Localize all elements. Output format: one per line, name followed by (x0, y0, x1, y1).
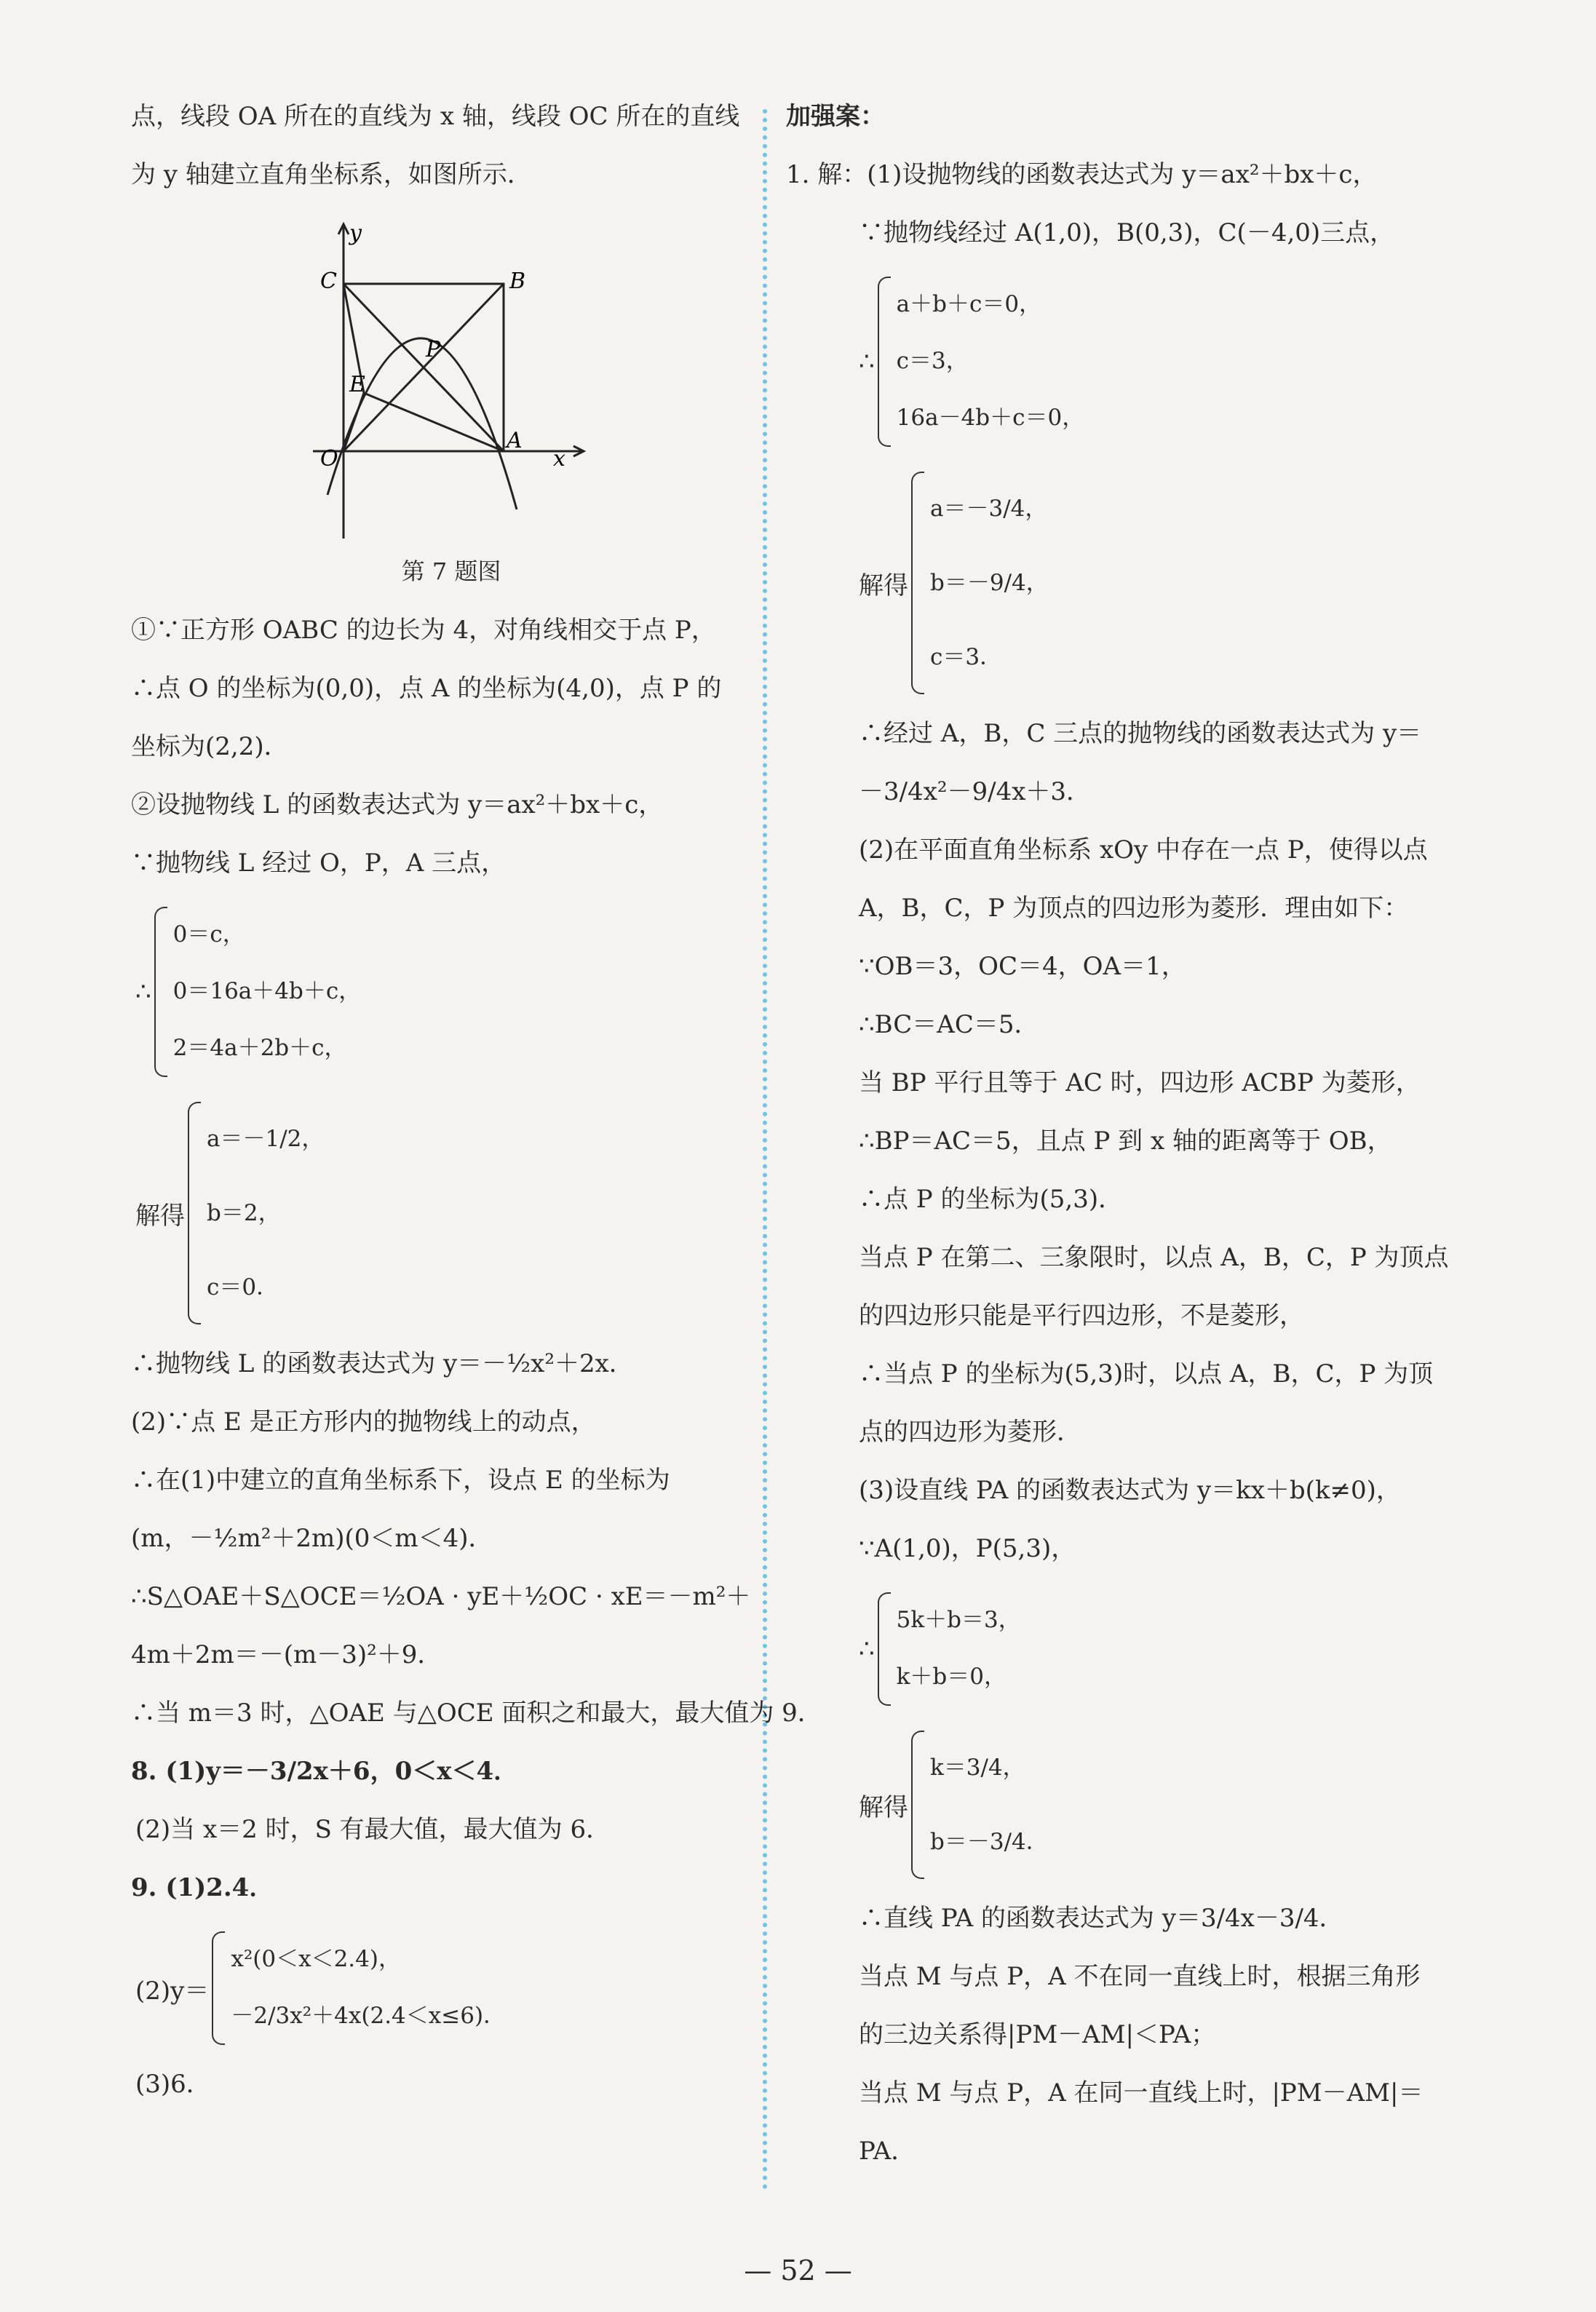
text-line: ∴BP＝AC＝5，且点 P 到 x 轴的距离等于 OB， (859, 1127, 1392, 1156)
page-number: — 52 — (744, 2255, 852, 2287)
brace (878, 277, 891, 447)
text-line: ∴抛物线 L 的函数表达式为 y＝－½x²＋2x． (131, 1349, 634, 1378)
text-line: ②设抛物线 L 的函数表达式为 y＝ax²＋bx＋c， (131, 790, 664, 819)
equation-row: k＋b＝0， (896, 1664, 1007, 1690)
point-O-label: O (320, 446, 338, 472)
figure-7 (298, 218, 604, 546)
text-line: 4m＋2m＝－(m－3)²＋9． (131, 1640, 442, 1669)
brace (188, 1102, 201, 1324)
text-line: 点的四边形为菱形． (859, 1418, 1081, 1447)
brace (911, 472, 924, 694)
text-line: 为 y 轴建立直角坐标系，如图所示． (131, 160, 532, 189)
equation-row: a＝－3/4， (930, 496, 1048, 522)
text-line: 的四边形只能是平行四边形，不是菱形， (859, 1301, 1304, 1330)
question-8-part-2: (2)当 x＝2 时，S 有最大值，最大值为 6． (135, 1815, 611, 1844)
equation-row: b＝－3/4． (930, 1829, 1049, 1855)
equation-row: x²(0＜x＜2.4)， (231, 1946, 401, 1972)
text-line: 1. 解：(1)设抛物线的函数表达式为 y＝ax²＋bx＋c， (786, 160, 1378, 189)
text-line: 当点 P 在第二、三象限时，以点 A，B，C，P 为顶点 (859, 1243, 1449, 1272)
brace (878, 1592, 891, 1706)
equation-row: c＝3， (896, 348, 969, 374)
system-lead: ∴ (859, 347, 875, 376)
text-line: ∴点 O 的坐标为(0,0)，点 A 的坐标为(4,0)，点 P 的 (131, 674, 722, 703)
piecewise-function (135, 1931, 757, 2045)
system-lead: 解得 (859, 1792, 908, 1822)
point-P-label: P (426, 337, 441, 362)
equation-row: 0＝c， (172, 921, 245, 948)
equation-system (859, 472, 1441, 694)
text-line: ∴点 P 的坐标为(5,3)． (859, 1185, 1124, 1214)
text-line: －3/4x²－9/4x＋3． (859, 777, 1092, 806)
column-divider (763, 109, 767, 2190)
equation-row: －2/3x²＋4x(2.4＜x≤6)． (231, 2003, 507, 2029)
text-line: 的三边关系得|PM－AM|＜PA； (859, 2020, 1216, 2049)
equation-row: 0＝16a＋4b＋c， (172, 978, 362, 1004)
equation-row: a＝－1/2， (207, 1126, 325, 1152)
text-line: ∵抛物线 L 经过 O，P，A 三点， (131, 849, 507, 878)
text-line: ∵OB＝3，OC＝4，OA＝1， (859, 952, 1186, 981)
text-line: ∴S△OAE＋S△OCE＝½OA · yE＋½OC · xE＝－m²＋ (131, 1582, 751, 1611)
text-line: (3)设直线 PA 的函数表达式为 y＝kx＋b(k≠0)， (859, 1476, 1401, 1505)
system-lead: ∴ (135, 977, 151, 1006)
system-lead: 解得 (135, 1201, 185, 1231)
system-lead: ∴ (859, 1634, 875, 1664)
point-B-label: B (509, 269, 526, 294)
text-line: (m，－½m²＋2m)(0＜m＜4)． (131, 1524, 493, 1553)
text-line: ∴在(1)中建立的直角坐标系下，设点 E 的坐标为 (131, 1466, 670, 1495)
text-line: ∴经过 A，B，C 三点的抛物线的函数表达式为 y＝ (859, 719, 1422, 748)
equation-row: b＝2， (207, 1200, 281, 1226)
text-line: (2)在平面直角坐标系 xOy 中存在一点 P，使得以点 (859, 835, 1428, 865)
text-line: ∵A(1,0)，P(5,3)， (859, 1534, 1076, 1563)
text-line: 当点 M 与点 P，A 不在同一直线上时，根据三角形 (859, 1962, 1421, 1991)
question-9-part-3: (3)6． (135, 2070, 211, 2099)
axis-x-label: x (553, 446, 565, 472)
section-heading: 加强案： (786, 102, 885, 131)
question-9-part-1: 9. (1)2.4． (131, 1873, 274, 1902)
text-line: ①∵正方形 OABC 的边长为 4，对角线相交于点 P， (131, 616, 716, 645)
right-column (786, 102, 1449, 2195)
equation-row: a＋b＋c＝0， (896, 291, 1042, 317)
brace (911, 1731, 924, 1879)
text-line: 当点 M 与点 P，A 在同一直线上时，|PM－AM|＝ (859, 2078, 1424, 2108)
point-A-label: A (507, 428, 523, 453)
system-lead: 解得 (859, 571, 908, 600)
text-line: A，B，C，P 为顶点的四边形为菱形．理由如下： (859, 894, 1409, 923)
equation-row: k＝3/4， (930, 1755, 1025, 1781)
equation-row: b＝－9/4， (930, 570, 1049, 596)
equation-system (859, 277, 1441, 447)
text-line: (2)∵点 E 是正方形内的抛物线上的动点， (131, 1407, 596, 1437)
axis-y-label: y (349, 221, 362, 246)
equation-system (135, 1102, 757, 1324)
text-line: ∴直线 PA 的函数表达式为 y＝3/4x－3/4． (859, 1904, 1344, 1933)
point-E-label: E (349, 372, 365, 397)
point-C-label: C (320, 269, 337, 294)
brace (212, 1931, 225, 2045)
equation-row: 5k＋b＝3， (896, 1607, 1021, 1633)
equation-row: 16a－4b＋c＝0， (896, 405, 1085, 431)
brace (154, 907, 167, 1077)
text-line: ∵抛物线经过 A(1,0)，B(0,3)，C(－4,0)三点， (859, 218, 1395, 247)
text-line: ∴BC＝AC＝5． (859, 1010, 1039, 1039)
figure-caption: 第 7 题图 (401, 557, 501, 585)
figure-7-diagram (298, 218, 604, 546)
system-lead: (2)y＝ (135, 1976, 210, 2006)
text-line: 坐标为(2,2)． (131, 732, 289, 761)
text-line: PA． (859, 2137, 916, 2166)
text-line: ∴当点 P 的坐标为(5,3)时，以点 A，B，C，P 为顶 (859, 1359, 1434, 1389)
equation-row: 2＝4a＋2b＋c， (172, 1035, 347, 1061)
equation-row: c＝3． (930, 644, 1003, 670)
text-line: 点，线段 OA 所在的直线为 x 轴，线段 OC 所在的直线 (131, 102, 740, 131)
equation-system (859, 1731, 1441, 1879)
text-line: 当 BP 平行且等于 AC 时，四边形 ACBP 为菱形， (859, 1068, 1421, 1097)
question-8-part-1: 8. (1)y＝－3/2x＋6，0＜x＜4． (131, 1757, 519, 1786)
equation-system (859, 1592, 1441, 1706)
text-line: ∴当 m＝3 时，△OAE 与△OCE 面积之和最大，最大值为 9． (131, 1699, 822, 1728)
left-column (131, 102, 822, 2128)
equation-system (135, 907, 757, 1077)
equation-row: c＝0． (207, 1274, 279, 1300)
